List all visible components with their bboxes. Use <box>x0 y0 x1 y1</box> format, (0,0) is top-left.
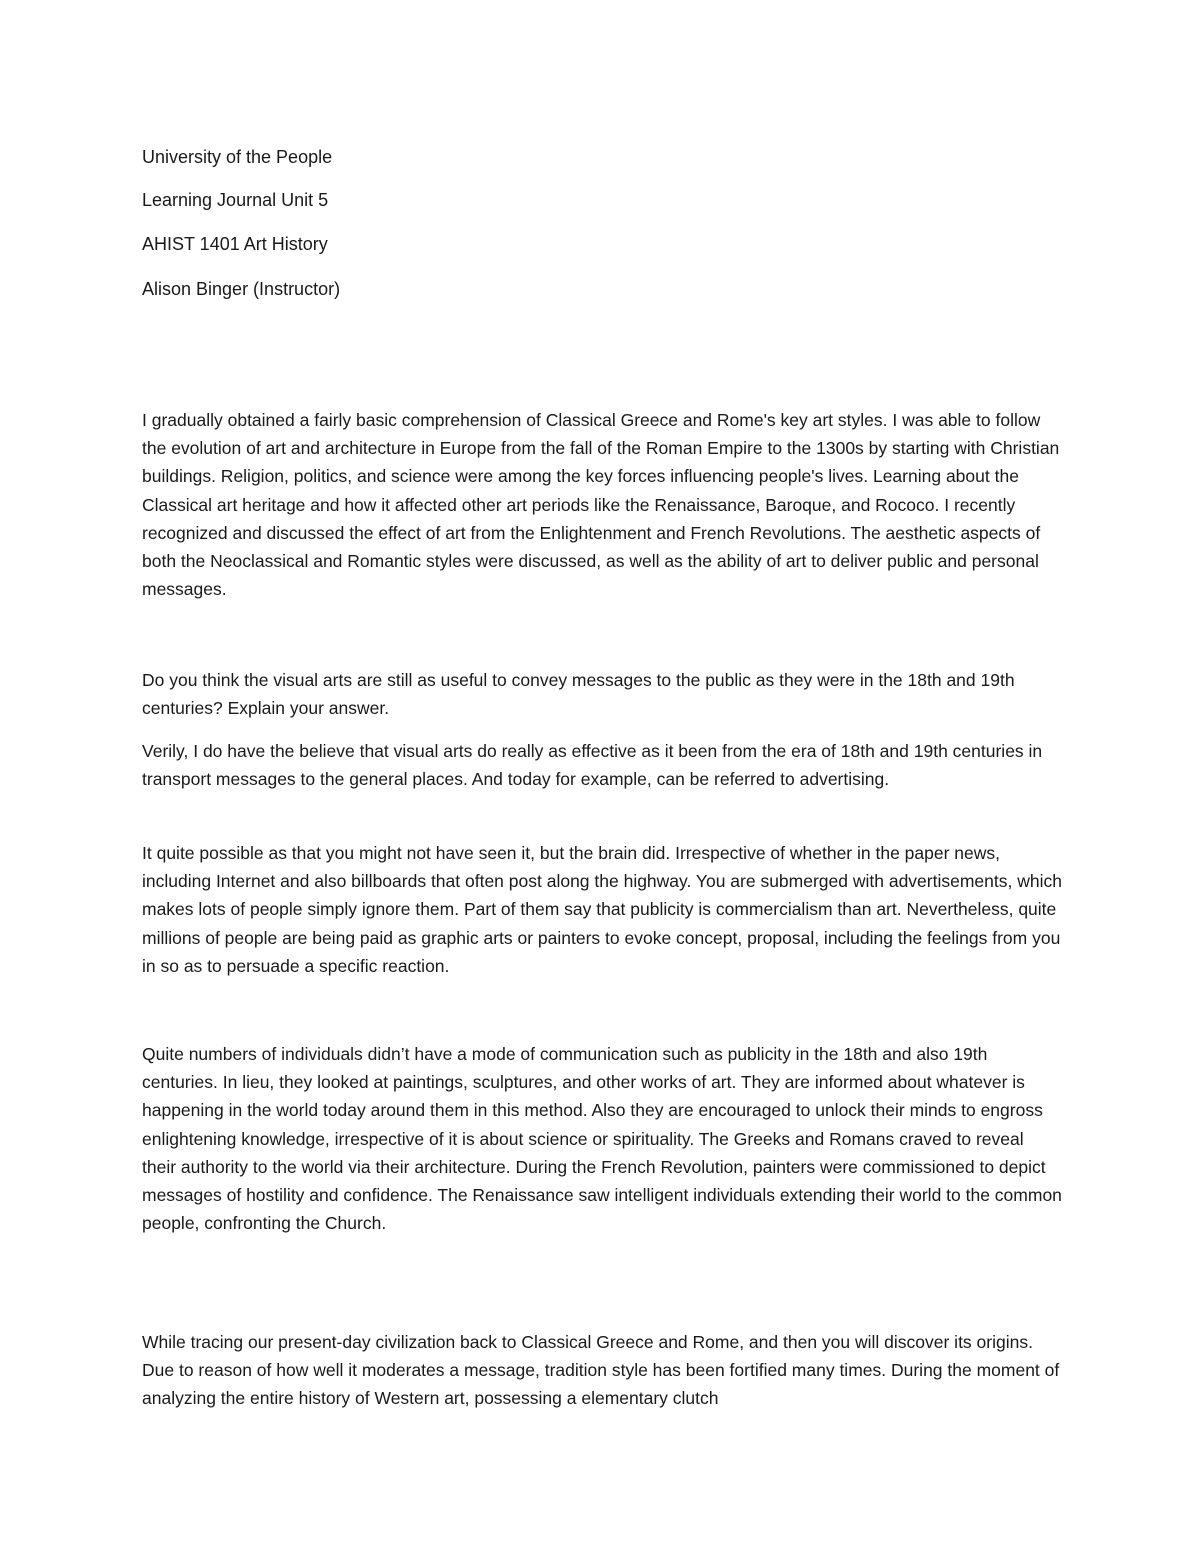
instructor-name: Alison Binger (Instructor) <box>142 279 341 299</box>
advertising-paragraph: It quite possible as that you might not have seen it, but the brain did. Irrespective of whether in the paper news, including Internet and also billboards that often post along the highway. You are submerged with advertisements, which makes lots of people simply ignore them. Part of them say that publicity is commercialism than art. Nevertheless, quite millions of people are being paid as graphic arts or painters to evoke concept, proposal, including the feelings from you in so as to persuade a specific reaction. <box>142 843 1062 976</box>
course-name: AHIST 1401 Art History <box>142 234 328 254</box>
answer-paragraph: Verily, I do have the believe that visual arts do really as effective as it been from the era of 18th and 19th centuries in transport messages to the general places. And today for example, can be referred to advertising. <box>142 741 1043 790</box>
conclusion-paragraph: While tracing our present-day civilization back to Classical Greece and Rome, and then you will discover its origins. Due to reason of how well it moderates a message, tradition style has been fortified many times. During the moment of analyzing the entire history of Western art, possessing a elementary clutch <box>142 1332 1060 1409</box>
assignment-title: Learning Journal Unit 5 <box>142 190 329 210</box>
intro-paragraph: I gradually obtained a fairly basic comprehension of Classical Greece and Rome's key art styles. I was able to follow the evolution of art and architecture in Europe from the fall of the Roman Empire to the 1300s by starting with Christian buildings. Religion, politics, and science were among the key forces influencing people's lives. Learning about the Classical art heritage and how it affected other art periods like the Renaissance, Baroque, and Rococo. I recently recognized and discussed the effect of art from the Enlightenment and French Revolutions. The aesthetic aspects of both the Neoclassical and Romantic styles were discussed, as well as the ability of art to deliver public and personal messages. <box>142 410 1060 600</box>
history-paragraph: Quite numbers of individuals didn’t have a mode of communication such as publicity in the 18th and also 19th centuries. In lieu, they looked at paintings, sculptures, and other works of art. They are informed about whatever is happening in the world today around them in this method. Also they are encouraged to unlock their minds to engross enlightening knowledge, irrespective of it is about science or spirituality. The Greeks and Romans craved to reveal their authority to the world via their architecture. During the French Revolution, painters were commissioned to depict messages of hostility and confidence. The Renaissance saw intelligent individuals extending their world to the common people, confronting the Church. <box>142 1044 1062 1234</box>
institution-name: University of the People <box>142 147 333 167</box>
question-paragraph: Do you think the visual arts are still as useful to convey messages to the public as they were in the 18th and 19th centuries? Explain your answer. <box>142 670 1015 719</box>
